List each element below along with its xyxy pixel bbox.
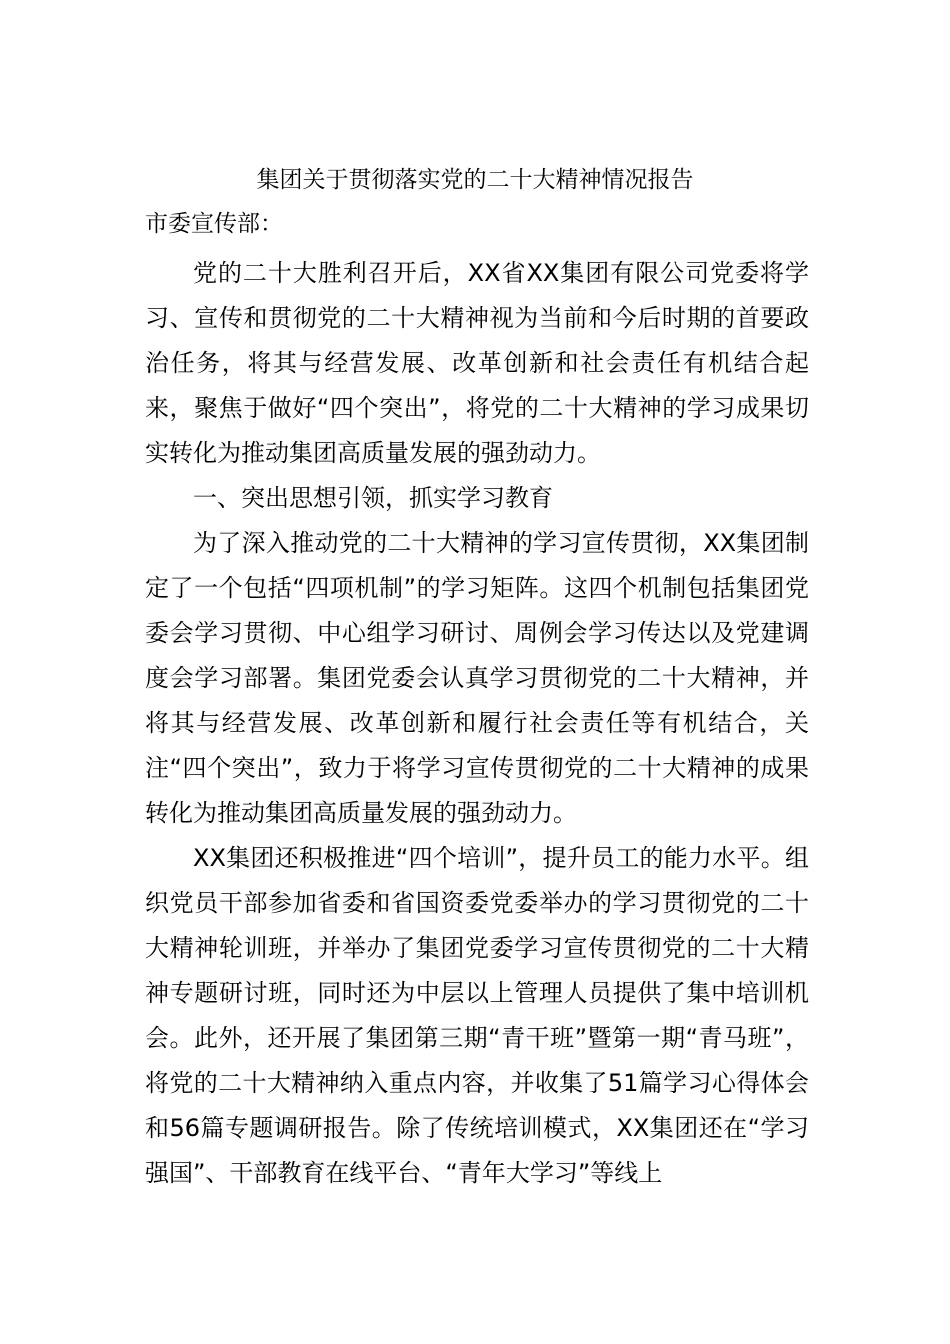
paragraph-study-mechanism: 为了深入推动党的二十大精神的学习宣传贯彻，XX集团制定了一个包括“四项机制”的学习矩阵。这四个机制包括集团党委会学习贯彻、中心组学习研讨、周例会学习传达以及党建调度会学习部署。集团党委会认真学习贯彻党的二十大精神，并将其与经营发展、改革创新和履行社会责任等有机结合，关注“四个突出”，致力于将学习宣传贯彻党的二十大精神的成果转化为推动集团高质量发展的强劲动力。 [145,529,809,827]
document-title: 集团关于贯彻落实党的二十大精神情况报告 [256,167,694,193]
document-body [145,206,809,1196]
paragraph-intro: 党的二十大胜利召开后，XX省XX集团有限公司党委将学习、宣传和贯彻党的二十大精神视为当前和今后时期的首要政治任务，将其与经营发展、改革创新和社会责任有机结合起来，聚焦于做好“四个突出”，将党的二十大精神的学习成果切实转化为推动集团高质量发展的强劲动力。 [145,259,809,467]
salutation: 市委宣传部： [145,211,283,237]
paragraph-training: XX集团还积极推进“四个培训”，提升员工的能力水平。组织党员干部参加省委和省国资委党委举办的学习贯彻党的二十大精神轮训班，并举办了集团党委学习宣传贯彻党的二十大精神专题研讨班，同时还为中层以上管理人员提供了集中培训机会。此外，还开展了集团第三期“青干班”暨第一期“青马班”，将党的二十大精神纳入重点内容，并收集了51篇学习心得体会和56篇专题调研报告。除了传统培训模式，XX集团还在“学习强国”、干部教育在线平台、“青年大学习”等线上 [145,844,809,1187]
section-heading-1: 一、突出思想引领，抓实学习教育 [193,484,553,512]
